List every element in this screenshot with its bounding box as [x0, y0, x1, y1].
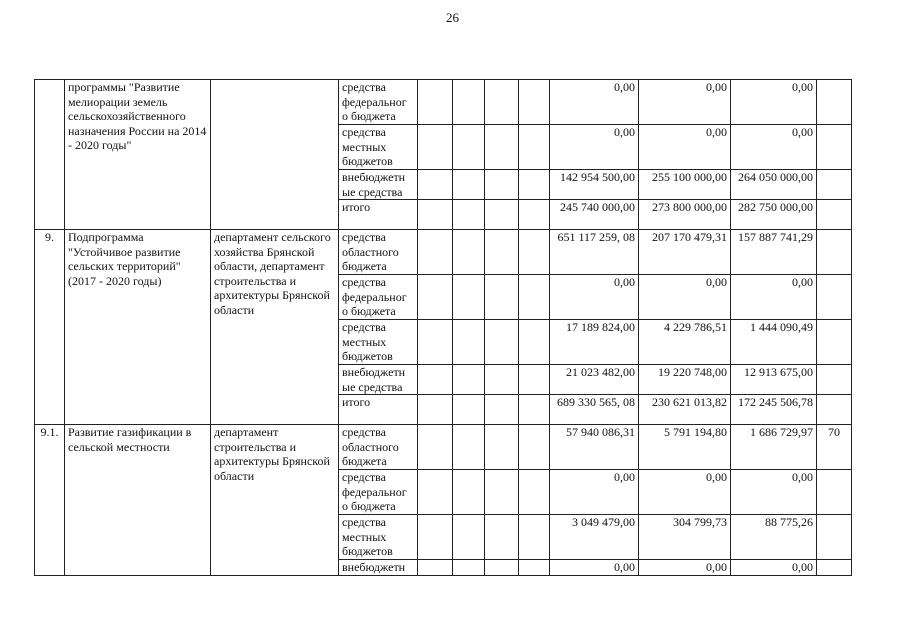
empty-cell [485, 470, 519, 515]
empty-cell [519, 275, 550, 320]
empty-cell [453, 170, 485, 200]
empty-cell [485, 275, 519, 320]
empty-cell [418, 560, 453, 576]
funding-source: внебюджетн [339, 560, 418, 576]
empty-cell [519, 515, 550, 560]
amount-cell: 0,00 [639, 560, 731, 576]
amount-cell: 4 229 786,51 [639, 320, 731, 365]
amount-cell: 0,00 [639, 80, 731, 125]
empty-cell [418, 470, 453, 515]
empty-cell [519, 230, 550, 275]
amount-cell: 157 887 741,29 [731, 230, 817, 275]
empty-cell [485, 80, 519, 125]
extra-cell [817, 170, 852, 200]
empty-cell [418, 365, 453, 395]
extra-cell [817, 320, 852, 365]
amount-cell: 0,00 [731, 470, 817, 515]
empty-cell [453, 560, 485, 576]
amount-cell: 172 245 506,78 [731, 395, 817, 425]
amount-cell: 255 100 000,00 [639, 170, 731, 200]
amount-cell: 207 170 479,31 [639, 230, 731, 275]
amount-cell: 12 913 675,00 [731, 365, 817, 395]
funding-source: итого [339, 200, 418, 230]
funding-source: средства областного бюджета [339, 230, 418, 275]
empty-cell [485, 365, 519, 395]
empty-cell [418, 125, 453, 170]
extra-cell [817, 80, 852, 125]
empty-cell [519, 560, 550, 576]
funding-source: средства областного бюджета [339, 425, 418, 470]
extra-cell [817, 125, 852, 170]
amount-cell: 0,00 [639, 470, 731, 515]
empty-cell [418, 425, 453, 470]
empty-cell [519, 200, 550, 230]
empty-cell [485, 320, 519, 365]
empty-cell [453, 125, 485, 170]
empty-cell [418, 200, 453, 230]
empty-cell [519, 395, 550, 425]
empty-cell [418, 170, 453, 200]
extra-cell [817, 200, 852, 230]
amount-cell: 0,00 [550, 275, 639, 320]
empty-cell [418, 320, 453, 365]
extra-cell [817, 470, 852, 515]
amount-cell: 0,00 [550, 80, 639, 125]
empty-cell [453, 275, 485, 320]
empty-cell [485, 125, 519, 170]
program-name: программы "Развитие мелиорации земель сельскохозяйственного назначения России на 2014 - 2020 годы" [65, 80, 211, 230]
extra-cell [817, 515, 852, 560]
empty-cell [453, 230, 485, 275]
amount-cell: 142 954 500,00 [550, 170, 639, 200]
department-name: департамент строительства и архитектуры Брянской области [211, 425, 339, 576]
amount-cell: 689 330 565, 08 [550, 395, 639, 425]
amount-cell: 19 220 748,00 [639, 365, 731, 395]
funding-source: средства местных бюджетов [339, 320, 418, 365]
table-row [35, 230, 852, 275]
empty-cell [519, 425, 550, 470]
empty-cell [418, 80, 453, 125]
empty-cell [485, 425, 519, 470]
empty-cell [519, 320, 550, 365]
amount-cell: 0,00 [731, 125, 817, 170]
row-number: 9. [35, 230, 65, 425]
funding-source: средства местных бюджетов [339, 125, 418, 170]
empty-cell [519, 125, 550, 170]
page-number: 26 [446, 10, 459, 25]
amount-cell: 264 050 000,00 [731, 170, 817, 200]
empty-cell [418, 275, 453, 320]
empty-cell [453, 320, 485, 365]
empty-cell [519, 470, 550, 515]
empty-cell [418, 515, 453, 560]
funding-source: внебюджетн ые средства [339, 365, 418, 395]
amount-cell: 1 686 729,97 [731, 425, 817, 470]
empty-cell [485, 200, 519, 230]
department-name: департамент сельского хозяйства Брянской области, департамент строительства и архитектуры Брянской области [211, 230, 339, 425]
amount-cell: 245 740 000,00 [550, 200, 639, 230]
funding-source: средства федеральног о бюджета [339, 80, 418, 125]
row-number [35, 80, 65, 230]
empty-cell [485, 170, 519, 200]
empty-cell [485, 395, 519, 425]
extra-cell: 70 [817, 425, 852, 470]
empty-cell [519, 365, 550, 395]
amount-cell: 0,00 [550, 560, 639, 576]
extra-cell [817, 230, 852, 275]
amount-cell: 282 750 000,00 [731, 200, 817, 230]
amount-cell: 3 049 479,00 [550, 515, 639, 560]
table-row [35, 425, 852, 470]
empty-cell [485, 560, 519, 576]
department-name [211, 80, 339, 230]
amount-cell: 17 189 824,00 [550, 320, 639, 365]
budget-table [34, 79, 852, 576]
row-number: 9.1. [35, 425, 65, 576]
empty-cell [453, 80, 485, 125]
empty-cell [418, 395, 453, 425]
amount-cell: 230 621 013,82 [639, 395, 731, 425]
extra-cell [817, 560, 852, 576]
amount-cell: 5 791 194,80 [639, 425, 731, 470]
amount-cell: 0,00 [550, 125, 639, 170]
amount-cell: 304 799,73 [639, 515, 731, 560]
empty-cell [453, 200, 485, 230]
funding-source: средства федеральног о бюджета [339, 470, 418, 515]
empty-cell [453, 515, 485, 560]
empty-cell [519, 80, 550, 125]
amount-cell: 21 023 482,00 [550, 365, 639, 395]
amount-cell: 0,00 [639, 125, 731, 170]
empty-cell [519, 170, 550, 200]
program-name: Подпрограмма "Устойчивое развитие сельских территорий" (2017 - 2020 годы) [65, 230, 211, 425]
empty-cell [485, 230, 519, 275]
funding-source: итого [339, 395, 418, 425]
amount-cell: 1 444 090,49 [731, 320, 817, 365]
amount-cell: 0,00 [731, 275, 817, 320]
empty-cell [453, 395, 485, 425]
amount-cell: 273 800 000,00 [639, 200, 731, 230]
amount-cell: 0,00 [550, 470, 639, 515]
extra-cell [817, 365, 852, 395]
extra-cell [817, 395, 852, 425]
funding-source: внебюджетн ые средства [339, 170, 418, 200]
empty-cell [453, 470, 485, 515]
program-name: Развитие газификации в сельской местности [65, 425, 211, 576]
empty-cell [453, 365, 485, 395]
empty-cell [453, 425, 485, 470]
table-row [35, 80, 852, 125]
amount-cell: 57 940 086,31 [550, 425, 639, 470]
funding-source: средства местных бюджетов [339, 515, 418, 560]
amount-cell: 0,00 [639, 275, 731, 320]
amount-cell: 88 775,26 [731, 515, 817, 560]
amount-cell: 0,00 [731, 80, 817, 125]
funding-source: средства федеральног о бюджета [339, 275, 418, 320]
empty-cell [485, 515, 519, 560]
amount-cell: 0,00 [731, 560, 817, 576]
extra-cell [817, 275, 852, 320]
empty-cell [418, 230, 453, 275]
amount-cell: 651 117 259, 08 [550, 230, 639, 275]
